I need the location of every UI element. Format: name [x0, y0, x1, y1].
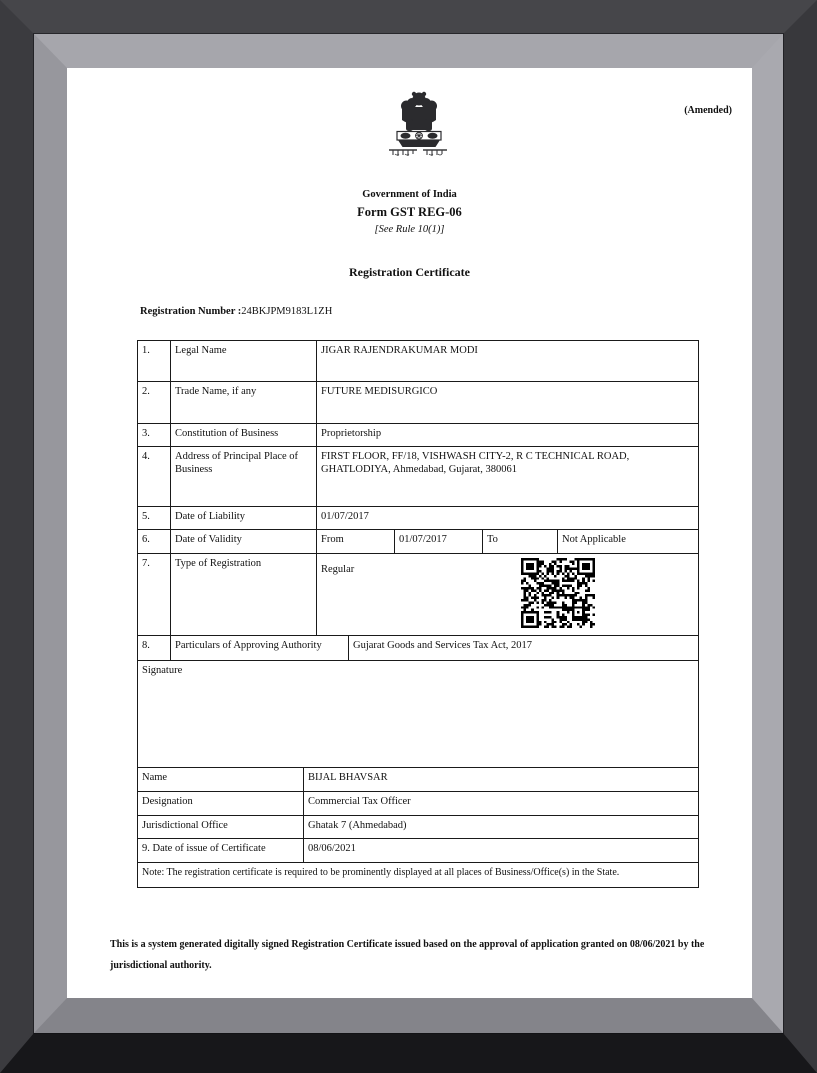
- table-row-designation: [138, 792, 698, 816]
- row-value: 01/07/2017: [321, 511, 369, 522]
- row-value: Ghatak 7 (Ahmedabad): [308, 820, 407, 831]
- row-value: Proprietorship: [321, 428, 382, 439]
- row-label: 9. Date of issue of Certificate: [138, 839, 304, 862]
- table-row-signature: [138, 661, 698, 768]
- row-label: Date of Liability: [171, 507, 317, 529]
- row-value: BIJAL BHAVSAR: [308, 772, 388, 783]
- row-number: 3.: [138, 424, 171, 446]
- table-row-address: [138, 447, 698, 507]
- signature-label: Signature: [142, 665, 183, 676]
- row-value: Commercial Tax Officer: [308, 796, 411, 807]
- qr-code: [521, 558, 595, 628]
- table-row-approving-authority: [138, 636, 698, 661]
- system-generated-footer: This is a system generated digitally signed Registration Certificate issued based on the approval of application granted on 08/06/2021 by the jurisdictional authority.: [110, 939, 705, 971]
- row-label: Constitution of Business: [171, 424, 317, 446]
- table-row-date-of-issue: [138, 839, 698, 863]
- validity-to-label: To: [483, 530, 558, 553]
- certificate-table: [137, 340, 699, 888]
- registration-number-label: Registration Number :: [140, 306, 242, 317]
- row-label: Designation: [138, 792, 304, 815]
- amended-tag: (Amended): [684, 105, 732, 116]
- row-value: FUTURE MEDISURGICO: [321, 386, 438, 397]
- row-label: Type of Registration: [171, 554, 317, 635]
- table-row-trade-name: [138, 382, 698, 424]
- picture-frame-inner: [34, 34, 783, 1033]
- row-label: Trade Name, if any: [171, 382, 317, 423]
- row-number: 2.: [138, 382, 171, 423]
- registration-type-value: Regular: [321, 564, 355, 575]
- table-row-constitution: [138, 424, 698, 447]
- validity-from-label: From: [317, 530, 395, 553]
- rule-reference: [See Rule 10(1)]: [374, 224, 445, 235]
- validity-to-value: Not Applicable: [562, 534, 626, 545]
- india-national-emblem-icon: [386, 88, 452, 159]
- row-value: FIRST FLOOR, FF/18, VISHWASH CITY-2, R C TECHNICAL ROAD, GHATLODIYA, Ahmedabad, Gujarat, 380061: [321, 451, 630, 476]
- table-row-type-of-registration: [138, 554, 698, 636]
- table-row-date-of-liability: [138, 507, 698, 530]
- table-row-date-of-validity: [138, 530, 698, 554]
- table-row-note: [138, 863, 698, 887]
- row-label: Name: [138, 768, 304, 791]
- certificate-title: Registration Certificate: [349, 265, 470, 279]
- table-row-legal-name: [138, 341, 698, 382]
- form-name-heading: Form GST REG-06: [357, 205, 462, 219]
- row-number: 5.: [138, 507, 171, 529]
- note-text: Note: The registration certificate is required to be prominently displayed at all places of Business/Office(s) in the State.: [142, 867, 620, 878]
- validity-from-value: 01/07/2017: [395, 530, 483, 553]
- row-number: 8.: [138, 636, 171, 660]
- row-number: 7.: [138, 554, 171, 635]
- row-value: 08/06/2021: [308, 843, 356, 854]
- row-label: Jurisdictional Office: [138, 816, 304, 838]
- satyameva-jayate-motto: [386, 148, 452, 159]
- government-of-india-heading: Government of India: [362, 189, 457, 200]
- registration-number-value: 24BKJPM9183L1ZH: [241, 306, 333, 317]
- table-row-jurisdictional-office: [138, 816, 698, 839]
- row-label: Date of Validity: [171, 530, 317, 553]
- certificate-page: [67, 68, 752, 998]
- row-value: JIGAR RAJENDRAKUMAR MODI: [321, 345, 478, 356]
- row-number: 1.: [138, 341, 171, 381]
- row-value: Gujarat Goods and Services Tax Act, 2017: [353, 640, 532, 651]
- row-label: Particulars of Approving Authority: [171, 636, 349, 660]
- table-row-officer-name: [138, 768, 698, 792]
- row-label: Legal Name: [171, 341, 317, 381]
- row-value: [317, 554, 698, 635]
- row-number: 4.: [138, 447, 171, 506]
- row-number: 6.: [138, 530, 171, 553]
- registration-number-line: [140, 306, 332, 317]
- row-label: Address of Principal Place of Business: [171, 447, 317, 506]
